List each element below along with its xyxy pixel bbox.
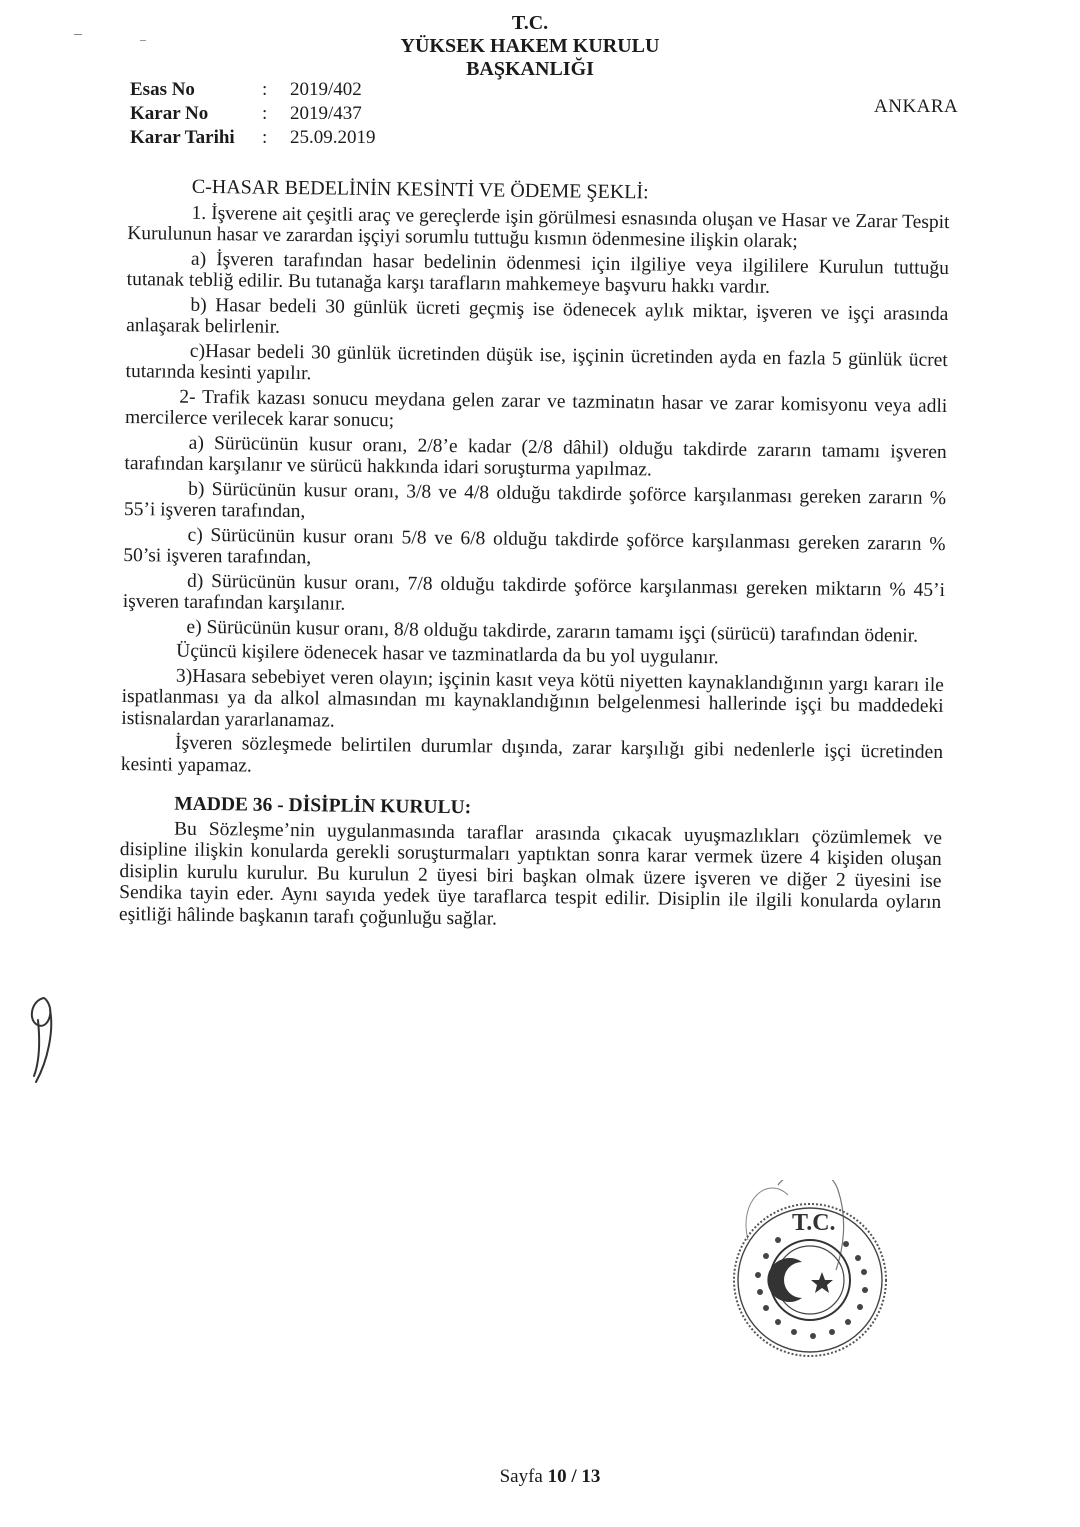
document-body — [119, 176, 950, 938]
paragraph: b) Sürücünün kusur oranı, 3/8 ve 4/8 olduğu takdirde şoförce karşılanması gereken zararın % 55’i işveren tarafından, — [123, 478, 947, 523]
scan-mark — [140, 40, 146, 41]
paragraph: e) Sürücünün kusur oranı, 8/8 olduğu takdirde, zararın tamamı işçi (sürücü) tarafından ödenir. — [186, 616, 919, 647]
meta-value: 2019/437 — [290, 103, 362, 124]
header-department: BAŞKANLIĞI — [466, 58, 594, 80]
meta-colon: : — [262, 79, 268, 100]
article-title: MADDE 36 - DİSİPLİN KURULU: — [174, 793, 472, 819]
meta-label: Esas No — [130, 79, 195, 100]
page-separator: / — [566, 1466, 582, 1487]
meta-colon: : — [262, 103, 268, 124]
paragraph: a) Sürücünün kusur oranı, 2/8’e kadar (2/8 dâhil) olduğu takdirde zararın tamamı işveren tarafından karşılanır ve sürücü hakkında idari soruşturma yapılmaz. — [124, 432, 947, 481]
document-header — [380, 12, 680, 81]
paragraph: c) Sürücünün kusur oranı 5/8 ve 6/8 olduğu takdirde şoförce karşılanması gereken zararın % 50’si işveren tarafından, — [123, 524, 946, 569]
paragraph: 2- Trafik kazası sonucu meydana gelen zarar ve tazminatın hasar ve zarar komisyonu veya adli mercilerce verilecek karar sonucu; — [124, 386, 948, 432]
meta-row-tarih — [130, 126, 376, 150]
paragraph: Üçüncü kişilere ödenecek hasar ve tazminatlarda da bu yol uygulanır. — [176, 640, 719, 669]
paragraph: d) Sürücünün kusur oranı, 7/8 olduğu takdirde şoförce karşılanması gereken miktarın % 45’i işveren tarafından karşılanır. — [122, 570, 946, 615]
header-city: ANKARA — [874, 96, 959, 117]
header-institution: YÜKSEK HAKEM KURULU — [400, 35, 660, 57]
paragraph: 1. İşverene ait çeşitli araç ve gereçlerde işin görülmesi esnasında oluşan ve Hasar ve Zarar Tespit Kurulunun hasar ve zarardan işçiyi sorumlu tuttuğu kısmın ödenmesine ilişkin olarak; — [127, 202, 950, 253]
handwritten-signature — [14, 990, 74, 1090]
meta-value: 2019/402 — [290, 79, 362, 100]
meta-label: Karar No — [130, 103, 209, 124]
official-seal — [718, 1180, 898, 1360]
case-meta — [130, 78, 376, 150]
paragraph: 3)Hasara sebebiyet veren olayın; işçinin kasıt veya kötü niyetten kaynaklandığının yargı kararı ile ispatlanması ya da alkol almasından mı kaynaklandığının belgelenmesi hallerinde işçi bu maddedeki istisnalardan yararlanamaz. — [121, 665, 944, 732]
page-prefix: Sayfa — [499, 1466, 548, 1487]
paragraph: c)Hasar bedeli 30 günlük ücretinden düşük ise, işçinin ücretinden ayda en fazla 5 günlük ücret tutarında kesinti yapılır. — [125, 340, 948, 385]
header-country: T.C. — [511, 12, 549, 34]
scan-mark — [74, 34, 82, 35]
meta-row-esas — [130, 78, 376, 102]
stamp-text: T.C. — [792, 1210, 836, 1236]
paragraph: a) İşveren tarafından hasar bedelinin ödenmesi için ilgiliye veya ilgililere Kurulun tuttuğu tutanak tebliğ edilir. Bu tutanağa karşı tarafların mahkemeye başvuru hakkı vardır. — [126, 248, 950, 298]
section-title: C-HASAR BEDELİNİN KESİNTİ VE ÖDEME ŞEKLİ: — [191, 175, 649, 204]
paragraph: Bu Sözleşme’nin uygulanmasında taraflar arasında çıkacak uyuşmazlıkları çözümlemek ve disipline ilişkin konularda gerekli soruşturmaları yaptıktan sonra karar vermek üzere 4 kişiden oluşan disiplin kurulu kurulur. Bu kurulun 2 üyesi biri başkan olmak üzere işveren ve diğer 2 üyesini ise Sendika tayin eder. Aynı sayıda yedek üye taraflarca tespit edilir. Disiplin ile ilgili konularda oyların eşitliği hâlinde başkanın tarafı çoğunluğu sağlar. — [118, 818, 943, 930]
page-current: 10 — [547, 1466, 567, 1487]
paragraph: b) Hasar bedeli 30 günlük ücreti geçmiş ise ödenecek aylık miktar, işveren ve işçi arasında anlaşarak belirlenir. — [126, 294, 949, 338]
meta-row-karar — [130, 102, 376, 126]
page-footer — [0, 1466, 1080, 1488]
meta-colon: : — [262, 127, 268, 148]
paragraph: İşveren sözleşmede belirtilen durumlar dışında, zarar karşılığı gibi nedenlerle işçi ücretinden kesinti yapamaz. — [120, 732, 944, 777]
page-total: 13 — [581, 1466, 601, 1487]
meta-label: Karar Tarihi — [130, 127, 235, 148]
meta-value: 25.09.2019 — [290, 127, 376, 148]
